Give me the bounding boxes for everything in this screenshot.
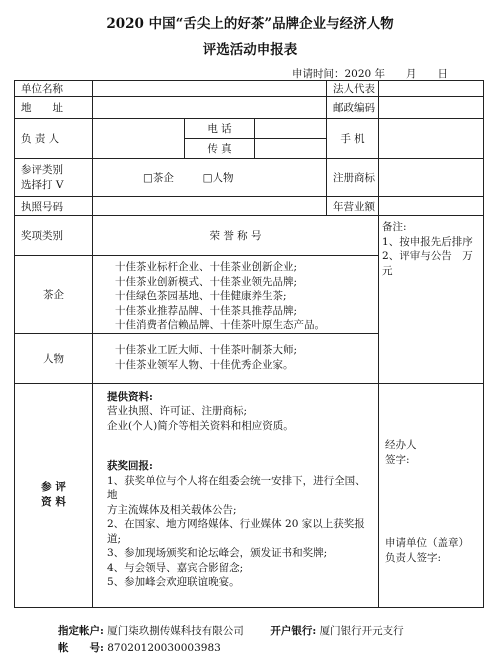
note-line-2: 2、评审与公告 万元 xyxy=(382,250,473,277)
account-label: 指定帐户: xyxy=(58,625,104,637)
handler-label-line1: 经办人 xyxy=(385,438,417,451)
award-line: 十佳茶业标杆企业、十佳茶业创新企业; xyxy=(115,261,298,273)
postal-code-field[interactable] xyxy=(379,97,484,119)
note-title: 备注: xyxy=(382,221,407,233)
reward-line: 1、获奖单位与个人将在组委会统一安排下，进行全国、地 xyxy=(107,474,366,501)
footer-line-1 xyxy=(58,623,404,640)
handler-label-line2: 签字: xyxy=(385,453,410,466)
form-title-line2: 评选活动申报表 xyxy=(202,42,298,58)
account-number-label: 帐 号: xyxy=(58,642,104,654)
row-address xyxy=(15,97,484,119)
postal-code-label: 邮政编码 xyxy=(327,97,379,119)
application-date: 申请时间：2020 年 月 日 xyxy=(292,68,449,80)
person-label: 人物 xyxy=(15,333,93,383)
reward-line: 方主流媒体及相关载体公告; xyxy=(107,503,237,516)
legal-rep-label: 法人代表 xyxy=(327,81,379,97)
notes-cell xyxy=(379,216,484,384)
category-label-line2: 选择打 V xyxy=(21,178,64,191)
row-unit-name xyxy=(15,81,484,97)
award-category-label: 奖项类别 xyxy=(15,216,93,256)
address-field[interactable] xyxy=(93,97,327,119)
reward-title: 获奖回报: xyxy=(107,460,153,472)
row-category xyxy=(15,159,484,197)
category-label xyxy=(15,159,93,197)
row-contact-phone xyxy=(15,119,484,139)
option-tea-company-checkbox[interactable]: □茶企 xyxy=(143,172,174,184)
application-form-table xyxy=(14,80,484,608)
provide-line: 企业(个人)简介等相关资料和相应资质。 xyxy=(107,419,294,432)
tea-company-label: 茶企 xyxy=(15,256,93,334)
unit-name-field[interactable] xyxy=(93,81,327,97)
account-number-value: 87020120030003983 xyxy=(107,642,221,654)
award-line: 十佳茶业工匠大师、十佳茶叶制茶大师; xyxy=(115,344,298,356)
bank-value: 厦门银行开元支行 xyxy=(319,625,404,637)
row-reference-materials xyxy=(15,383,484,607)
person-in-charge-label: 负 责 人 xyxy=(15,119,93,159)
form-title-line1: 2020 中国“舌尖上的好茶”品牌企业与经济人物 xyxy=(106,16,394,32)
reference-label-line2: 资 料 xyxy=(41,496,66,508)
reward-line: 3、参加现场颁奖和论坛峰会，颁发证书和奖牌; xyxy=(107,547,328,559)
registered-trademark-field[interactable] xyxy=(379,159,484,197)
license-no-field[interactable] xyxy=(93,197,327,216)
reference-label xyxy=(15,383,93,607)
provide-materials-title: 提供资料: xyxy=(107,390,153,403)
fax-field[interactable] xyxy=(255,139,327,159)
footer-line-2 xyxy=(58,640,404,657)
award-line: 十佳消费者信赖品牌、十佳茶叶原生态产品。 xyxy=(115,319,325,331)
legal-rep-field[interactable] xyxy=(379,81,484,97)
option-person-checkbox[interactable]: □人物 xyxy=(202,172,234,184)
annual-revenue-label: 年营业额 xyxy=(327,197,379,216)
registered-trademark-label: 注册商标 xyxy=(327,159,379,197)
reference-content xyxy=(93,383,379,607)
category-label-line1: 参评类别 xyxy=(21,163,63,176)
reward-line: 2、在国家、地方网络媒体、行业媒体 20 家以上获奖报道; xyxy=(107,518,365,545)
license-no-label: 执照号码 xyxy=(15,197,93,216)
payment-footer xyxy=(58,623,404,657)
account-value: 厦门柒玖捌传媒科技有限公司 xyxy=(107,625,244,637)
honor-title-header: 荣 誉 称 号 xyxy=(93,216,379,256)
category-options xyxy=(93,159,327,197)
reference-label-line1: 参 评 xyxy=(41,481,66,493)
phone-label: 电 话 xyxy=(185,119,255,139)
bank-label: 开户银行: xyxy=(270,625,317,637)
award-line: 十佳茶业创新模式、十佳茶业领先品牌; xyxy=(115,275,298,288)
provide-line: 营业执照、许可证、注册商标; xyxy=(107,405,248,417)
note-line-1: 1、按申报先后排序 xyxy=(382,235,473,248)
mobile-field[interactable] xyxy=(379,119,484,159)
person-in-charge-field[interactable] xyxy=(93,119,185,159)
fax-label: 传 真 xyxy=(185,139,255,159)
tea-company-awards xyxy=(93,256,379,334)
unit-name-label: 单位名称 xyxy=(15,81,93,97)
person-awards xyxy=(93,333,379,383)
annual-revenue-field[interactable] xyxy=(379,197,484,216)
award-line: 十佳茶业领军人物、十佳优秀企业家。 xyxy=(115,359,294,371)
applicant-label-line2: 负责人签字: xyxy=(385,551,442,564)
reward-line: 4、与会领导、嘉宾合影留念; xyxy=(107,561,244,574)
phone-field[interactable] xyxy=(255,119,327,139)
mobile-label: 手 机 xyxy=(327,119,379,159)
reward-line: 5、参加峰会欢迎联谊晚宴。 xyxy=(107,576,240,588)
award-line: 十佳绿色茶园基地、十佳健康养生茶; xyxy=(115,290,287,302)
award-line: 十佳茶业推荐品牌、十佳茶具推荐品牌; xyxy=(115,304,298,317)
signature-cell xyxy=(379,383,484,607)
address-label: 地 址 xyxy=(15,97,93,119)
row-award-header xyxy=(15,216,484,256)
applicant-label-line1: 申请单位（盖章） xyxy=(385,536,470,549)
row-license xyxy=(15,197,484,216)
